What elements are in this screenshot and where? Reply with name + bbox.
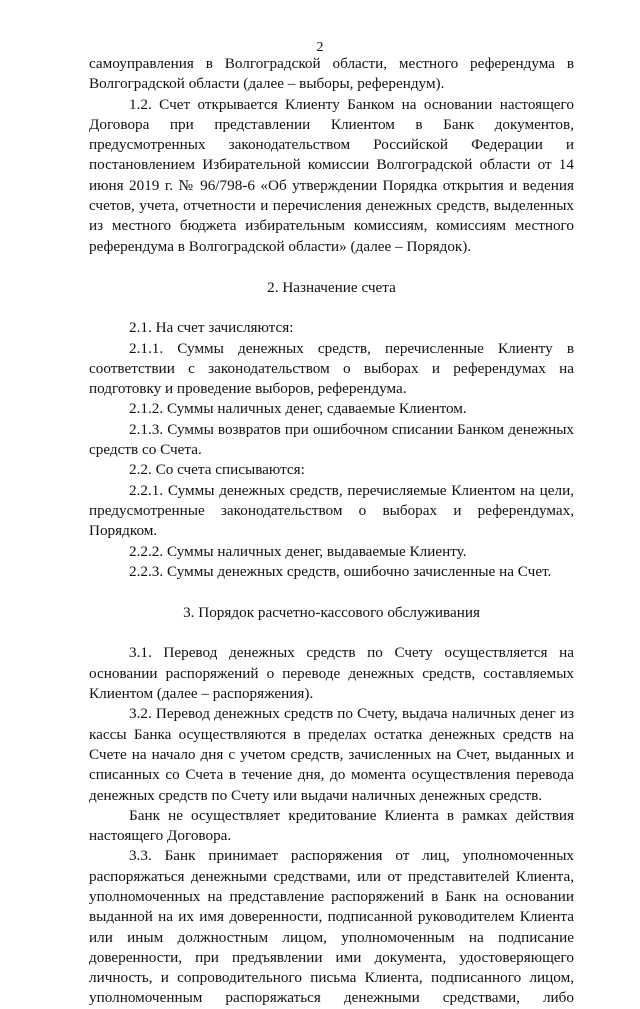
paragraph-1-2: 1.2. Счет открывается Клиенту Банком на основании настоящего Договора при представлении Клиентом в Банк документов, предусмотренных законодательством Российской Федерации и постановлением Избирательной комиссии Волгоградской области от 14 июня 2019 г. № 96/798-6 «Об утверждении Порядка открытия и ведения счетов, учета, отчетности и перечисления денежных средств, выделенных из местного бюджета избирательным комиссиям, комиссиям местного референдума в Волгоградской области» (далее – Порядок).	[89, 95, 574, 255]
paragraph-2-2: 2.2. Со счета списываются:	[129, 461, 305, 479]
paragraph-3-2: 3.2. Перевод денежных средств по Счету, выдача наличных денег из кассы Банка осуществляются в пределах остатка денежных средств на Счете на начало дня с учетом средств, зачисленных на Счет, выданных и списанных со Счета в течение дня, до момента осуществления перевода денежных средств по Счету или выдачи наличных денежных средств.	[89, 705, 574, 804]
paragraph-2-1-3: 2.1.3. Суммы возвратов при ошибочном списании Банком денежных средств со Счета.	[89, 420, 574, 459]
paragraph-3-1: 3.1. Перевод денежных средств по Счету осуществляется на основании распоряжений о переводе денежных средств, составляемых Клиентом (далее – распоряжения).	[89, 644, 574, 703]
section-heading-2: 2. Назначение счета	[267, 278, 396, 296]
paragraph-2-2-1: 2.2.1. Суммы денежных средств, перечисляемые Клиентом на цели, предусмотренные законодательством о выборах и референдумах, Порядком.	[89, 481, 574, 540]
document-body	[89, 54, 574, 1009]
page-number: 2	[316, 40, 324, 55]
paragraph-2-1-1: 2.1.1. Суммы денежных средств, перечисленные Клиенту в соответствии с законодательством о выборах и референдумах на подготовку и проведение выборов, референдума.	[89, 339, 574, 398]
paragraph-2-2-2: 2.2.2. Суммы наличных денег, выдаваемые Клиенту.	[129, 542, 467, 560]
paragraph-2-2-3: 2.2.3. Суммы денежных средств, ошибочно зачисленные на Счет.	[129, 562, 552, 580]
section-heading-3: 3. Порядок расчетно-кассового обслуживания	[183, 604, 480, 622]
paragraph-2-1: 2.1. На счет зачисляются:	[129, 319, 294, 337]
paragraph-3-2-note: Банк не осуществляет кредитование Клиента в рамках действия настоящего Договора.	[89, 806, 574, 845]
paragraph-continuation: самоуправления в Волгоградской области, местного референдума в Волгоградской области (далее – выборы, референдум).	[89, 55, 574, 93]
paragraph-2-1-2: 2.1.2. Суммы наличных денег, сдаваемые Клиентом.	[129, 400, 467, 418]
paragraph-3-3: 3.3. Банк принимает распоряжения от лиц, уполномоченных распоряжаться денежными средствами, или от представителей Клиента, уполномоченных на представление распоряжений в Банк на основании выданной на их имя доверенности, подписанной руководителем Клиента или иным должностным лицом, уполномоченным на подписание доверенности, при предъявлении ими документа, удостоверяющего личность, и сопроводительного письма Клиента, подписанного лицом, уполномоченным распоряжаться денежными средствами, либо	[89, 847, 574, 1007]
